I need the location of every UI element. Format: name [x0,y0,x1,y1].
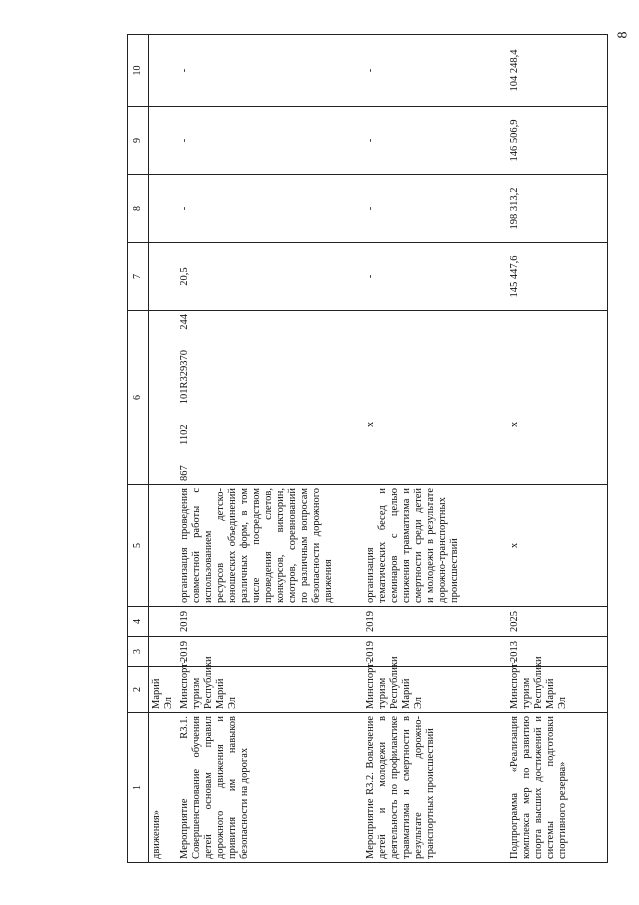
executor-cell: Марий Эл [149,667,178,713]
amount-cell: - [363,243,507,311]
amount-cell: 198 313,2 [507,175,608,243]
table-row [363,35,507,863]
start-year-cell [149,637,178,667]
header-cell: 1 [128,713,149,863]
result-cell: организация проведения совместной работы с использованием ресурсов детско-юношеских объединений различных форм, в том числе посредством проведения слетов, конкурсов, викторин, смотров, соревнований по различным вопросам безопасности дорожного движения [177,485,363,607]
end-year-cell: 2019 [363,607,507,637]
budget-code-cell [149,311,178,485]
result-cell [149,485,178,607]
amount-cell [149,175,178,243]
amount-cell: - [363,107,507,175]
program-name-cell: Мероприятие R3.2. Вовлечение детей и молодежи в деятельность по профилактике травматизма и смертности в результате дорожно-транспортных происшествий [363,713,507,863]
header-row [128,35,149,863]
program-name-cell: Мероприятие R3.1. Совершенствование обучения детей основам правил дорожного движения и привития им навыков безопасности на дорогах [177,713,363,863]
code-section: 1102 [179,424,190,446]
amount-cell: 20,5 [177,243,363,311]
code-type: 244 [179,314,190,330]
code-target: 101R329370 [179,349,190,405]
budget-code-cell [177,311,363,485]
amount-cell: - [363,175,507,243]
header-cell: 9 [128,107,149,175]
start-year-cell: 2019 [363,637,507,667]
rotated-table-sheet [127,35,629,863]
code-section: x [509,421,520,428]
executor-cell: Минспорт-туризм Республики Марий Эл [177,667,363,713]
amount-cell: - [177,35,363,107]
executor-cell: Минспорт-туризм Республики Марий Эл [363,667,507,713]
header-cell: 3 [128,637,149,667]
amount-cell: - [363,35,507,107]
amount-cell: 146 506,9 [507,107,608,175]
budget-code-cell [363,311,507,485]
page-number: 8 [615,31,631,39]
code-grbs: 867 [179,465,190,481]
program-name-cell: движения» [149,713,178,863]
end-year-cell: 2019 [177,607,363,637]
start-year-cell: 2013 [507,637,608,667]
end-year-cell [149,607,178,637]
header-cell: 8 [128,175,149,243]
amount-cell [149,107,178,175]
amount-cell: - [177,175,363,243]
header-cell: 10 [128,35,149,107]
code-section: x [365,421,376,428]
budget-code-cell [507,311,608,485]
amount-cell: 104 248,4 [507,35,608,107]
result-cell: x [507,485,608,607]
amount-cell: - [177,107,363,175]
amount-cell [149,35,178,107]
amount-cell: 145 447,6 [507,243,608,311]
end-year-cell: 2025 [507,607,608,637]
header-cell: 5 [128,485,149,607]
executor-cell: Минспорт-туризм Республики Марий Эл [507,667,608,713]
header-cell: 4 [128,607,149,637]
program-table [127,34,608,863]
table-row [149,35,178,863]
program-name-cell: Подпрограмма «Реализация комплекса мер по развитию спорта высших достижений и системы подготовки спортивного резерва» [507,713,608,863]
header-cell: 6 [128,311,149,485]
header-cell: 7 [128,243,149,311]
table-row [507,35,608,863]
result-cell: организация тематических бесед и семинаров с целью снижения травматизма и смертности среди детей и молодежи в результате дорожно-транспортных происшествий [363,485,507,607]
start-year-cell: 2019 [177,637,363,667]
amount-cell [149,243,178,311]
table-row [177,35,363,863]
header-cell: 2 [128,667,149,713]
